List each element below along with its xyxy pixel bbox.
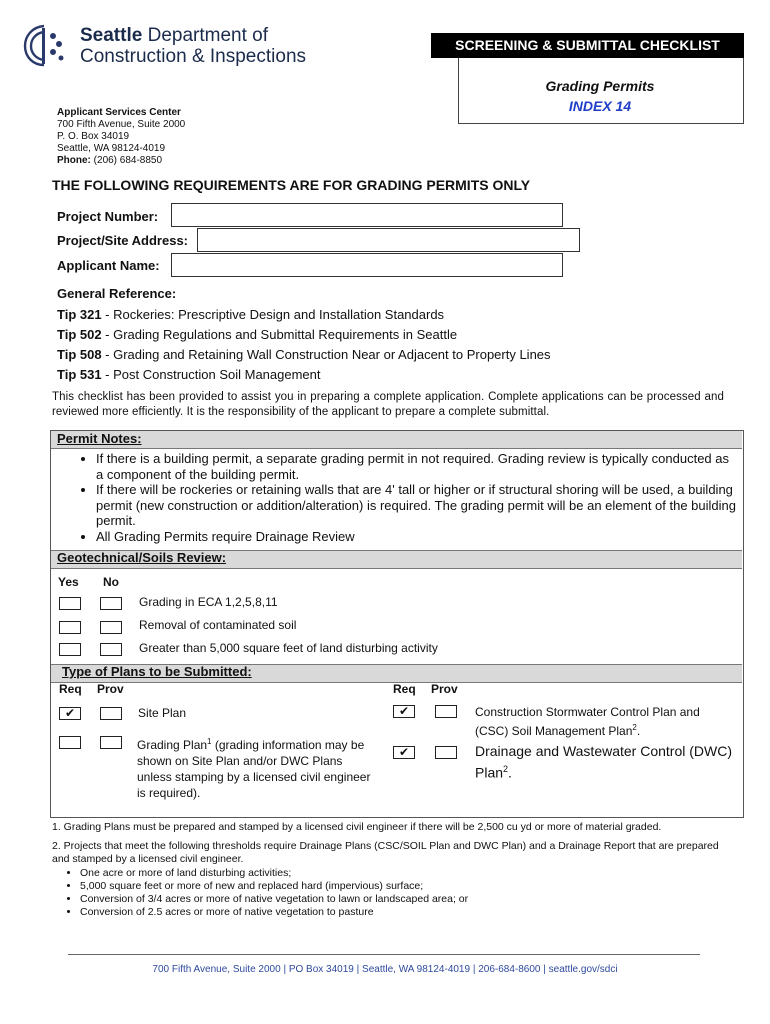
- reference-tip-502: Tip 502 - Grading Regulations and Submittal Requirements in Seattle: [57, 327, 458, 342]
- dwc-plan-label: Drainage and Wastewater Control (DWC) Plan$^2$.: [475, 743, 733, 781]
- address-phone: Phone: (206) 684-8850: [57, 155, 163, 166]
- address-line3: Seattle, WA 98124-4019: [57, 143, 166, 154]
- dwc-plan-req-checkbox[interactable]: ✔: [393, 746, 415, 759]
- grading-plan-prov-checkbox[interactable]: [100, 736, 122, 749]
- project-number-input[interactable]: [171, 203, 563, 227]
- list-item: • All Grading Permits require Drainage Review: [96, 529, 738, 545]
- geo-land-no-checkbox[interactable]: [100, 643, 122, 656]
- dwc-plan-prov-checkbox[interactable]: [435, 746, 457, 759]
- footer-divider: [68, 954, 700, 955]
- project-number-label: Project Number:: [57, 209, 159, 224]
- plans-prov-label: Prov: [97, 682, 124, 696]
- geo-eca-no-checkbox[interactable]: [100, 597, 122, 610]
- geo-heading: Geotechnical/Soils Review:: [57, 550, 227, 565]
- project-address-label: Project/Site Address:: [57, 233, 189, 248]
- reference-tip-531: Tip 531 - Post Construction Soil Management: [57, 367, 321, 382]
- intro-paragraph: This checklist has been provided to assist you in preparing a complete application. Complete applications can be processed and reviewed more efficiently. It is the responsibility of the applicant to prepare a complete submittal.: [52, 391, 724, 418]
- geo-no-label: No: [103, 575, 119, 589]
- footnote-2-bullets: [52, 867, 732, 919]
- footer-contact: 700 Fifth Avenue, Suite 2000 | PO Box 34019 | Seattle, WA 98124-4019 | 206-684-8600 | seattle.gov/sdci: [152, 964, 618, 975]
- checklist-title-bar: SCREENING & SUBMITTAL CHECKLIST: [431, 33, 744, 58]
- seattle-logo-icon: [22, 22, 70, 68]
- checklist-index: INDEX 14: [568, 98, 632, 114]
- plans-heading: Type of Plans to be Submitted:: [62, 664, 252, 679]
- site-plan-req-checkbox[interactable]: ✔: [59, 707, 81, 720]
- csc-plan-prov-checkbox[interactable]: [435, 705, 457, 718]
- list-item: • If there is a building permit, a separate grading permit in not required. Grading review is typically conducted as a component of the building permit.: [96, 451, 738, 482]
- grading-plan-req-checkbox[interactable]: [59, 736, 81, 749]
- geo-yes-label: Yes: [58, 575, 79, 589]
- list-item: • Conversion of 2.5 acres or more of native vegetation to pasture: [80, 906, 732, 919]
- address-line2: P. O. Box 34019: [57, 131, 130, 142]
- csc-plan-req-checkbox[interactable]: ✔: [393, 705, 415, 718]
- plans-req-label-right: Req: [393, 682, 416, 696]
- page-title: THE FOLLOWING REQUIREMENTS ARE FOR GRADING PERMITS ONLY: [52, 177, 531, 193]
- applicant-name-input[interactable]: [171, 253, 563, 277]
- reference-tip-321: Tip 321 - Rockeries: Prescriptive Design and Installation Standards: [57, 307, 445, 322]
- permit-notes-heading: Permit Notes:: [57, 431, 142, 446]
- list-item: • 5,000 square feet or more of new and replaced hard (impervious) surface;: [80, 880, 732, 893]
- permit-notes-header: [51, 431, 742, 449]
- project-address-input[interactable]: [197, 228, 580, 252]
- geo-row-eca: Grading in ECA 1,2,5,8,11: [139, 595, 278, 609]
- applicant-name-label: Applicant Name:: [57, 258, 160, 273]
- org-name-line1: Seattle Department of: [80, 25, 268, 46]
- list-item: • One acre or more of land disturbing activities;: [80, 867, 732, 880]
- permit-notes-list: [78, 451, 738, 544]
- geo-contaminated-no-checkbox[interactable]: [100, 621, 122, 634]
- footnote-2: 2. Projects that meet the following thresholds require Drainage Plans (CSC/SOIL Plan and DWC Plan) and a Drainage Report that are prepared and stamped by a licensed civil engineer.: [52, 840, 719, 865]
- site-plan-prov-checkbox[interactable]: [100, 707, 122, 720]
- reference-tip-508: Tip 508 - Grading and Retaining Wall Construction Near or Adjacent to Property Lines: [57, 347, 551, 362]
- list-item: • If there will be rockeries or retaining walls that are 4' tall or higher or if structural shoring will be used, a building permit (new construction or addition/alteration) is required. The grading permit will be an element of the building permit.: [96, 482, 738, 529]
- geo-row-land: Greater than 5,000 square feet of land disturbing activity: [139, 641, 438, 655]
- geo-contaminated-yes-checkbox[interactable]: [59, 621, 81, 634]
- site-plan-label: Site Plan: [138, 706, 187, 720]
- org-name-line2: Construction & Inspections: [80, 46, 307, 67]
- grading-plan-label: Grading Plan$^1$ (grading information may be shown on Site Plan and/or DWC Plans unless stamping by a licensed civil engineer is required).: [137, 737, 371, 800]
- address-center: Applicant Services Center: [57, 107, 181, 118]
- checklist-subtitle: Grading Permits: [545, 78, 655, 94]
- plans-prov-label-right: Prov: [431, 682, 458, 696]
- csc-plan-label: Construction Stormwater Control Plan and (CSC) Soil Management Plan$^2$.: [475, 705, 700, 738]
- plans-req-label: Req: [59, 682, 82, 696]
- reference-heading: General Reference:: [57, 286, 177, 301]
- geo-row-contaminated: Removal of contaminated soil: [139, 618, 297, 632]
- address-line1: 700 Fifth Avenue, Suite 2000: [57, 119, 186, 130]
- geo-land-yes-checkbox[interactable]: [59, 643, 81, 656]
- footnote-1: 1. Grading Plans must be prepared and stamped by a licensed civil engineer if there will be 2,500 cu yd or more of material graded.: [52, 821, 662, 833]
- list-item: • Conversion of 3/4 acres or more of native vegetation to lawn or landscaped area; or: [80, 893, 732, 906]
- geo-eca-yes-checkbox[interactable]: [59, 597, 81, 610]
